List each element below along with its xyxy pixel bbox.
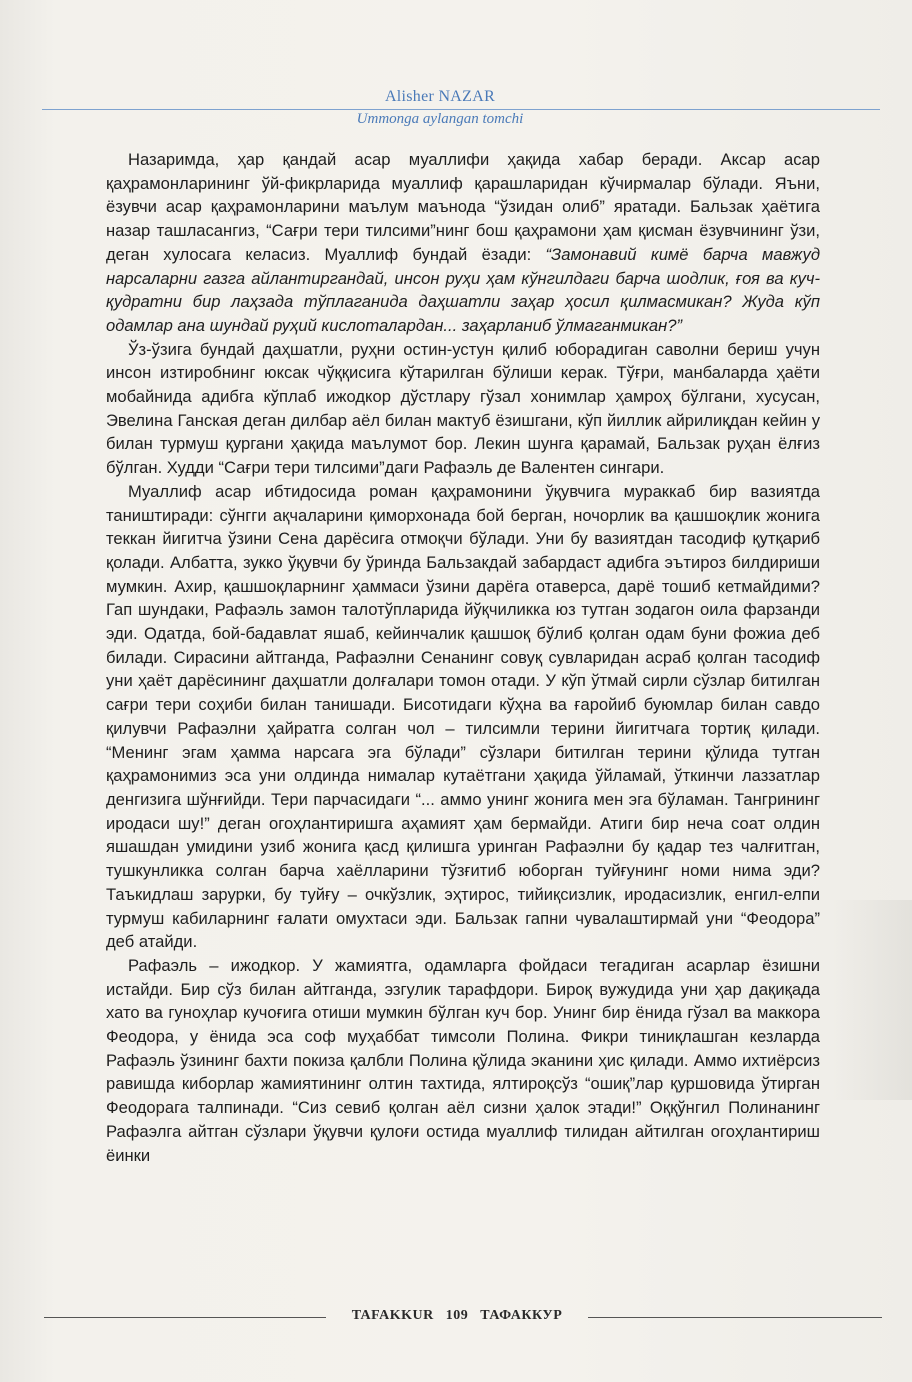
footer-rule-right <box>588 1317 882 1318</box>
running-header <box>0 88 912 132</box>
header-author: Alisher NAZAR <box>384 88 496 105</box>
footer-journal-latin: TAFAKKUR <box>351 1308 434 1323</box>
quote-text: “Замонавий кимё барча мавжуд нарсаларни газга айлантиргандай, инсон руҳи ҳам кўнгилдаги барча шодлик, ғоя ва куч-қудратни бир лаҳзада тўплаганида даҳшатли заҳар ҳосил қилмасмикан? Жуда кўп одамлар ана шундай руҳий кислоталардан... заҳарланиб ўлмаганмикан?” <box>106 244 820 335</box>
header-rule <box>42 109 880 110</box>
header-book-title: Ummonga aylangan tomchi <box>356 111 524 127</box>
paragraph-text: Ўз-ўзига бундай даҳшатли, руҳни остин-устун қилиб юборадиган саволни бериш учун инсон изтиробнинг юксак чўққисига кўтарилган бўлиши керак. Тўғри, манбаларда ҳаёти мобайнида адибга кўплаб ижодкор дўстлару гўзал хонимлар ҳамроҳ бўлгани, хусусан, Эвелина Ганская деган дилбар аёл билан мактуб ёзишгани, кўп йиллик айрилиқдан кейин у билан турмуш қургани ҳақида маълумот бор. Лекин шунга қарамай, Бальзак руҳан ёлғиз бўлган. Худди “Сағри тери тилсими”даги Рафаэль де Валентен сингари. <box>106 339 820 478</box>
page-footer <box>0 1300 912 1330</box>
footer-rule-left <box>44 1317 326 1318</box>
paragraph <box>106 954 820 1167</box>
paragraph <box>106 338 820 480</box>
footer-label <box>330 1308 584 1324</box>
page-shadow <box>832 900 912 1100</box>
paragraph-text: Назаримда, ҳар қандай асар муаллифи ҳақида хабар беради. Аксар асар қаҳрамонларининг ўй-фикрларида муаллиф қарашларидан кўчирмалар бўлади. Яъни, ёзувчи асар қаҳрамонларини маълум маънода “ўзидан олиб” яратади. Бальзак ҳаётига назар ташласангиз, “Сағри тери тилсими”нинг бош қаҳрамони ҳам қисман ёзувчининг ўзи, деган хулосага келасиз. Муаллиф бундай ёзади: <box>106 150 820 264</box>
footer-journal-cyrillic: ТАФАККУР <box>480 1308 563 1323</box>
paragraph-text: Муаллиф асар ибтидосида роман қаҳрамонини ўқувчига мураккаб бир вазиятда таништиради: сўнгги ақчаларини қиморхонада бой берган, ночорлик ва қашшоқлик жонига теккан йигитча ўзини Сена дарёсига отмоқчи бўлади. Уни бу вазиятдан тасодиф қутқариб қолади. Албатта, зукко ўқувчи бу ўринда Бальзакдай забардаст адибга эътироз билдириши мумкин. Ахир, қашшоқларнинг ҳаммаси ўзини дарёга отаверса, дарё тошиб кетмайдими? Гап шундаки, Рафаэль замон талотўпларида йўқчиликка юз тутган зодагон оила фарзанди эди. Одатда, бой-бадавлат яшаб, кейинчалик қашшоқ бўлиб қолган одам буни фожиа деб билади. Сирасини айтганда, Рафаэлни Сенанинг совуқ сувларидан асраб қолган тасодиф уни ҳаёт дарёсининг даҳшатли долғалари томон отади. У кўп ўтмай сирли сўзлар битилган сағри тери соҳиби билан танишади. Бисотидаги кўҳна ва ғаройиб буюмлар билан савдо қилувчи Рафаэлни ҳайратга солган чол – тилсимли терини йигитчага тортиқ қилади. “Менинг эгам ҳамма нарсага эга бўлади” сўзлари битилган терини қўлида тутган қаҳрамонимиз эса уни олдинда нималар кутаётгани ҳақида ўйламай, ўткинчи лаззатлар денгизига шўнғийди. Тери парчасидаги “... аммо унинг жонига мен эга бўламан. Тангрининг иродаси шу!” деган огоҳлантиришга аҳамият ҳам бермайди. Атиги бир неча соат олдин яшашдан умидини узиб жонига қасд қилишга уринган Рафаэлни бу қадар тез чалғитган, тушкунликка солган барча хаёлларини тўзғитиб юборган туйғунинг номи нима эди? Таъкидлаш зарурки, бу туйғу – очкўзлик, эҳтирос, тийиқсизлик, иродасизлик, енгил-елпи турмуш кабиларнинг ғалати омухтаси эди. Бальзак гапни чувалаштирмай уни “Феодора” деб атайди. <box>106 481 820 952</box>
paragraph <box>106 148 820 338</box>
article-body <box>106 148 820 1167</box>
page-number: 109 <box>445 1308 469 1323</box>
paragraph <box>106 480 820 954</box>
paragraph-text: Рафаэль – ижодкор. У жамиятга, одамларга фойдаси тегадиган асарлар ёзишни истайди. Бир сўз билан айтганда, эзгулик тарафдори. Бироқ вужудида уни ҳар дақиқада хато ва гуноҳлар кучоғига отиши мумкин бўлган куч бор. Унинг бир ёнида гўзал ва маккора Феодора, у ёнида эса соф муҳаббат тимсоли Полина. Фикри тиниқлашган кезларда Рафаэль ўзининг бахти покиза қалбли Полина қўлида эканини ҳис қилади. Аммо ихтиёрсиз равишда киборлар жамиятининг олтин тахтида, ялтироқсўз “ошиқ”лар қуршовида ўтирган Феодорага талпинади. “Сиз севиб қолган аёл сизни ҳалок этади!” Оққўнгил Полинанинг Рафаэлга айтган сўзлари ўқувчи қулоғи остида муаллиф тилидан айтилган огоҳлантириш ёинки <box>106 955 820 1165</box>
